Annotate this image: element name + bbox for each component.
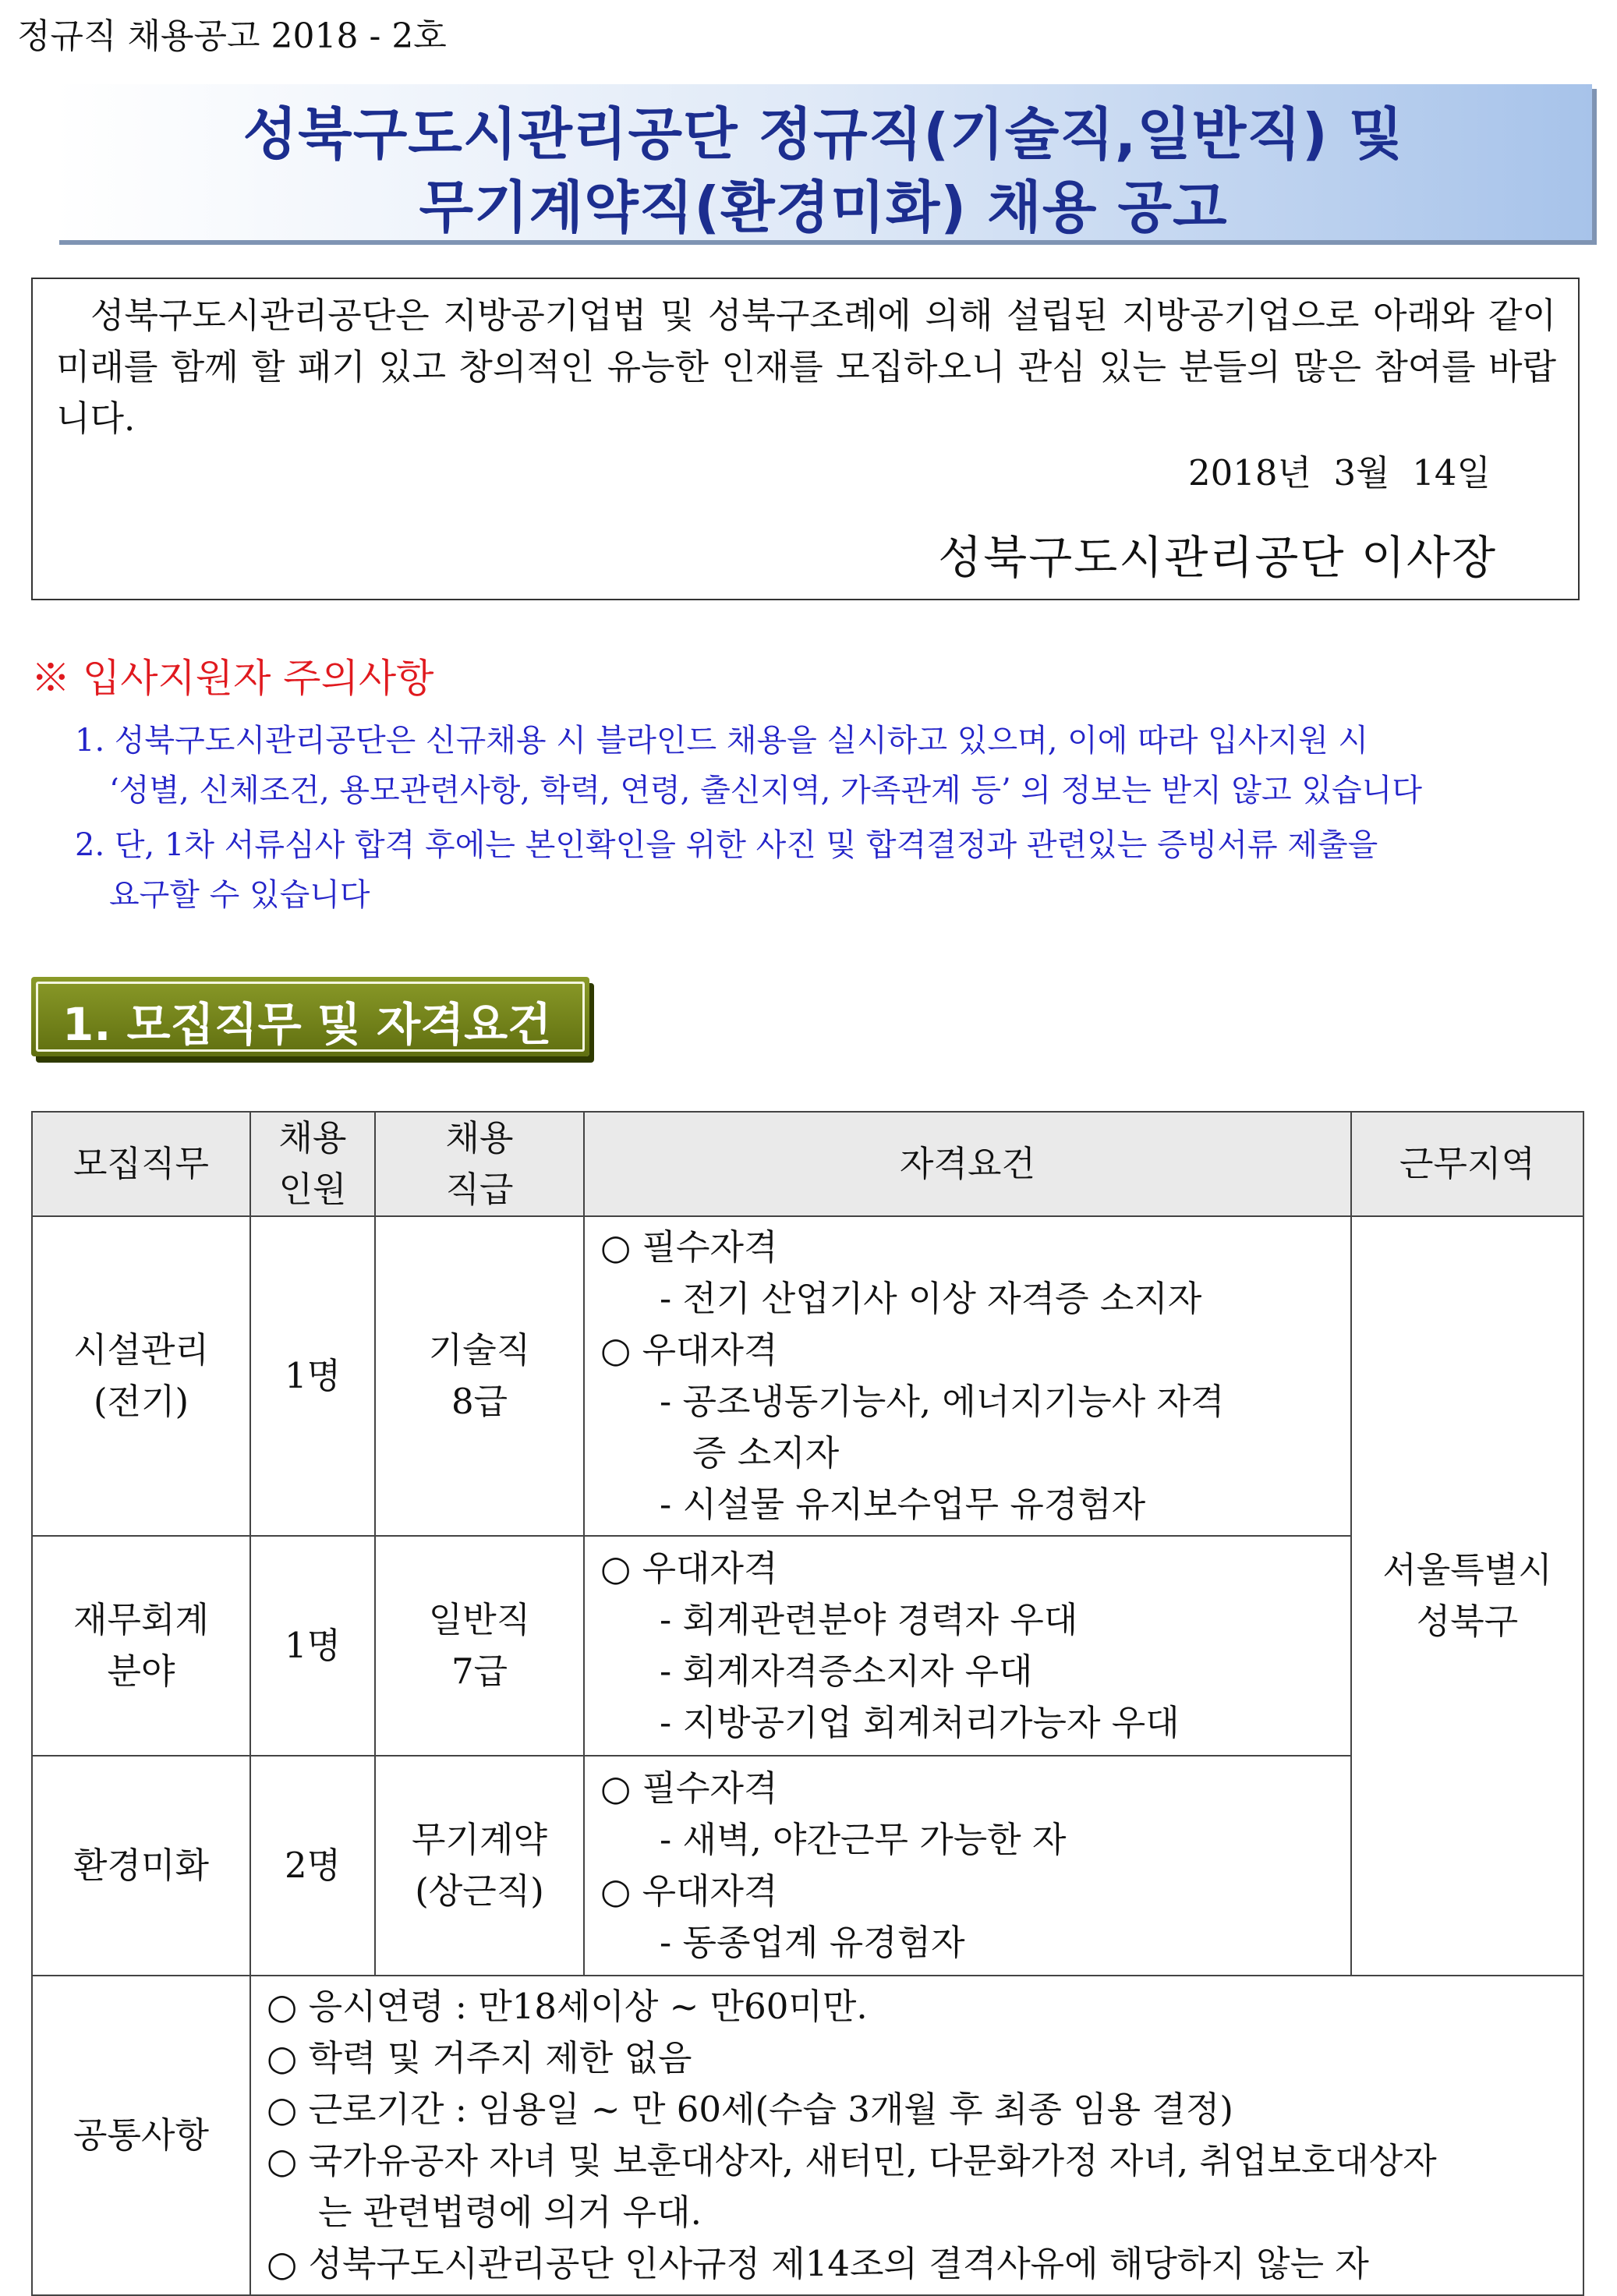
intro-signature: 성북구도시관리공단 이사장 xyxy=(938,531,1497,584)
qualification-cell: ○ 우대자격 - 회계관련분야 경력자 우대 - 회계자격증소지자 우대 - 지방공기업 회계처리가능자 우대 xyxy=(584,1536,1351,1756)
job-cell: 시설관리 (전기) xyxy=(32,1216,250,1536)
intro-text: 성북구도시관리공단은 지방공기업법 및 성북구조례에 의해 설립된 지방공기업으로 아래와 같이 미래를 함께 할 패기 있고 창의적인 유능한 인재를 모집하오니 관심 있는 분들의 많은 참여를 바랍니다. xyxy=(56,295,1556,439)
intro-box xyxy=(31,278,1580,600)
qualification-cell: ○ 필수자격 - 전기 산업기사 이상 자격증 소지자 ○ 우대자격 - 공조냉동기능사, 에너지기능사 자격 증 소지자 - 시설물 유지보수업무 유경험자 xyxy=(584,1216,1351,1536)
caution-item-1-line-2: ‘성별, 신체조건, 용모관련사항, 학력, 연령, 출신지역, 가족관계 등’ 의 정보는 받지 않고 있습니다 xyxy=(109,773,1422,808)
grade-cell: 무기계약 (상근직) xyxy=(375,1756,584,1976)
section-heading-badge xyxy=(31,977,589,1056)
caution-title: ※ 입사지원자 주의사항 xyxy=(31,656,434,701)
table-header-row xyxy=(32,1112,1583,1216)
header-qualification: 자격요건 xyxy=(584,1112,1351,1216)
page-title-line-2: 무기계약직(환경미화) 채용 공고 xyxy=(419,175,1228,240)
page-title-line-1: 성북구도시관리공단 정규직(기술직,일반직) 및 xyxy=(242,101,1404,167)
count-cell: 1명 xyxy=(250,1216,375,1536)
common-content-cell: ○ 응시연령 : 만18세이상 ~ 만60미만. ○ 학력 및 거주지 제한 없음 ○ 근로기간 : 임용일 ~ 만 60세(수습 3개월 후 최종 임용 결정) ○ 국가유공자 자녀 및 보훈대상자, 새터민, 다문화가정 자녀, 취업보호대상자 는 관련법령에 의거 우대. ○ 성북구도시관리공단 인사규정 제14조의 결격사유에 해당하지 않는 자 xyxy=(250,1976,1583,2295)
header-count: 채용 인원 xyxy=(250,1112,375,1216)
caution-item-2-line-2: 요구할 수 있습니다 xyxy=(109,877,370,913)
caution-item-1-line-1: 1. 성북구도시관리공단은 신규채용 시 블라인드 채용을 실시하고 있으며, 이에 따라 입사지원 시 xyxy=(75,723,1369,759)
grade-cell: 일반직 7급 xyxy=(375,1536,584,1756)
recruitment-table xyxy=(31,1111,1584,2296)
job-cell: 환경미화 xyxy=(32,1756,250,1976)
caution-item-1 xyxy=(75,716,1422,815)
table-row xyxy=(32,1756,1583,1976)
grade-cell: 기술직 8급 xyxy=(375,1216,584,1536)
count-cell: 1명 xyxy=(250,1536,375,1756)
header-location: 근무지역 xyxy=(1351,1112,1583,1216)
job-cell: 재무회계 분야 xyxy=(32,1536,250,1756)
table-row xyxy=(32,1536,1583,1756)
section-heading: 1. 모집직무 및 자격요건 xyxy=(62,998,552,1051)
count-cell: 2명 xyxy=(250,1756,375,1976)
notice-number: 정규직 채용공고 2018 - 2호 xyxy=(17,16,447,56)
title-banner xyxy=(55,84,1592,240)
caution-item-2-line-1: 2. 단, 1차 서류심사 합격 후에는 본인확인을 위한 사진 및 합격결정과 관련있는 증빙서류 제출을 xyxy=(75,827,1378,863)
caution-item-2 xyxy=(75,820,1378,920)
header-grade: 채용 직급 xyxy=(375,1112,584,1216)
qualification-cell: ○ 필수자격 - 새벽, 야간근무 가능한 자 ○ 우대자격 - 동종업계 유경험자 xyxy=(584,1756,1351,1976)
location-cell: 서울특별시 성북구 xyxy=(1351,1216,1583,1976)
table-row-common xyxy=(32,1976,1583,2295)
header-job: 모집직무 xyxy=(32,1112,250,1216)
common-label-cell: 공통사항 xyxy=(32,1976,250,2295)
table-row xyxy=(32,1216,1583,1536)
intro-date: 2018년 3월 14일 xyxy=(1187,452,1491,494)
